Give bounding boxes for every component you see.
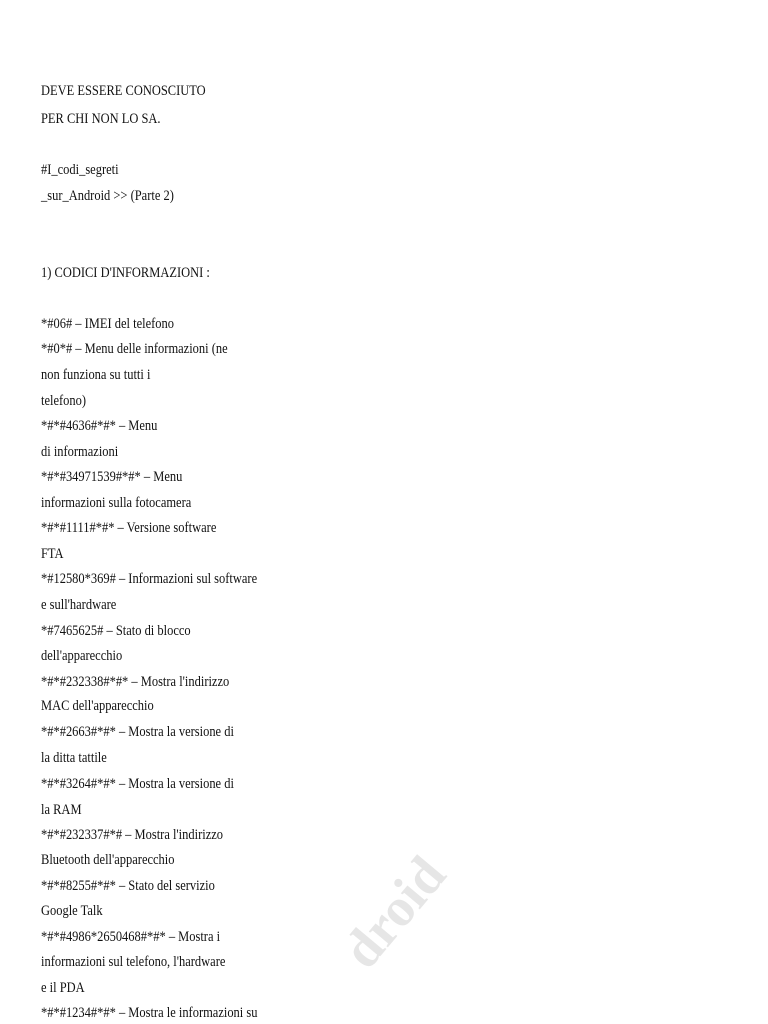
code-line: *#12580*369# – Informazioni sul software (41, 571, 258, 587)
code-line: *#*#232338#*#* – Mostra l'indirizzo (41, 674, 230, 690)
code-line: informazioni sul telefono, l'hardware (41, 954, 226, 970)
code-line: e il PDA (41, 980, 85, 996)
code-line: e sull'hardware (41, 597, 117, 613)
heading-line-2: PER CHI NON LO SA. (41, 111, 161, 127)
code-line: Bluetooth dell'apparecchio (41, 852, 175, 868)
code-line: telefono) (41, 393, 87, 409)
code-line: FTA (41, 546, 64, 562)
section-title: 1) CODICI D'INFORMAZIONI : (41, 265, 210, 281)
code-line: la ditta tattile (41, 750, 107, 766)
code-line: *#*#3264#*#* – Mostra la versione di (41, 776, 234, 792)
code-line: *#*#4986*2650468#*#* – Mostra i (41, 929, 221, 945)
code-line: *#7465625# – Stato di blocco (41, 623, 191, 639)
code-line: non funziona su tutti i (41, 367, 151, 383)
code-line: *#*#2663#*#* – Mostra la versione di (41, 724, 234, 740)
code-line: *#06# – IMEI del telefono (41, 316, 174, 332)
code-line: informazioni sulla fotocamera (41, 495, 192, 511)
hashtag-line-1: #I_codi_segreti (41, 162, 119, 178)
code-line: *#*#1234#*#* – Mostra le informazioni su (41, 1005, 258, 1021)
code-line: di informazioni (41, 444, 119, 460)
code-line: dell'apparecchio (41, 648, 123, 664)
code-line: la RAM (41, 802, 82, 818)
code-line: *#*#4636#*#* – Menu (41, 418, 158, 434)
code-line: *#*#34971539#*#* – Menu (41, 469, 183, 485)
heading-line-1: DEVE ESSERE CONOSCIUTO (41, 83, 206, 99)
hashtag-line-2: _sur_Android >> (Parte 2) (41, 188, 174, 204)
code-line: MAC dell'apparecchio (41, 698, 154, 714)
code-line: *#0*# – Menu delle informazioni (ne (41, 341, 228, 357)
code-line: *#*#232337#*# – Mostra l'indirizzo (41, 827, 224, 843)
code-line: *#*#8255#*#* – Stato del servizio (41, 878, 215, 894)
watermark: droid (330, 844, 458, 980)
code-line: Google Talk (41, 903, 103, 919)
code-line: *#*#1111#*#* – Versione software (41, 520, 217, 536)
